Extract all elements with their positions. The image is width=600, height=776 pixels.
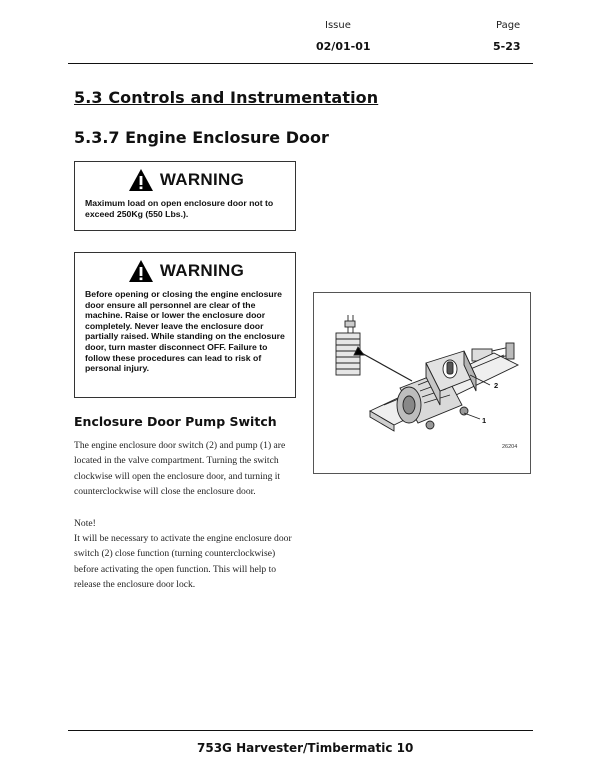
pump-switch-illustration: [314, 293, 530, 473]
footer-rule: [68, 730, 533, 731]
warning-box-load: [74, 161, 296, 231]
pump-switch-figure: [313, 292, 531, 474]
warning-header: [85, 168, 287, 192]
pump-switch-heading: Enclosure Door Pump Switch: [74, 414, 277, 429]
warning-box-safety: [74, 252, 296, 398]
note-label: Note!: [74, 518, 96, 529]
note-text: It will be necessary to activate the engine enclosure door switch (2) close function (turning counterclockwise) before activating the open function. This will help to release the enclosure door lock.: [74, 533, 292, 591]
warning-title: WARNING: [159, 170, 245, 189]
issue-label: Issue: [325, 20, 351, 31]
subsection-title: 5.3.7 Engine Enclosure Door: [74, 128, 329, 147]
warning-text: Before opening or closing the engine enclosure door ensure all personnel are clear of the machine. Raise or lower the enclosure door completely. Never leave the enclosure door partially raised. While standing on the enclosure door, turn master disconnect OFF. Failure to follow these procedures can lead to risk of personal injury.: [85, 289, 285, 374]
warning-triangle-icon: [128, 168, 154, 192]
page-number: 5-23: [493, 40, 521, 53]
header-rule: [68, 63, 533, 64]
section-title: 5.3 Controls and Instrumentation: [74, 88, 379, 107]
warning-text: Maximum load on open enclosure door not to exceed 250Kg (550 Lbs.).: [85, 198, 274, 219]
figure-id: 26204: [502, 444, 518, 450]
warning-triangle-icon: [128, 259, 154, 283]
page-label: Page: [496, 20, 521, 31]
issue-date: 02/01-01: [316, 40, 371, 53]
pump-switch-paragraph: The engine enclosure door switch (2) and pump (1) are located in the valve compartment. Turning the switch clockwise will open the enclosure door, and turning it counterclockwise will close the enclosure door.: [74, 440, 286, 498]
footer-title: 753G Harvester/Timbermatic 10: [197, 741, 414, 755]
callout-2-label: 2: [494, 381, 499, 390]
warning-header: [85, 259, 287, 283]
callout-1-label: 1: [482, 416, 487, 425]
warning-title: WARNING: [159, 261, 245, 280]
